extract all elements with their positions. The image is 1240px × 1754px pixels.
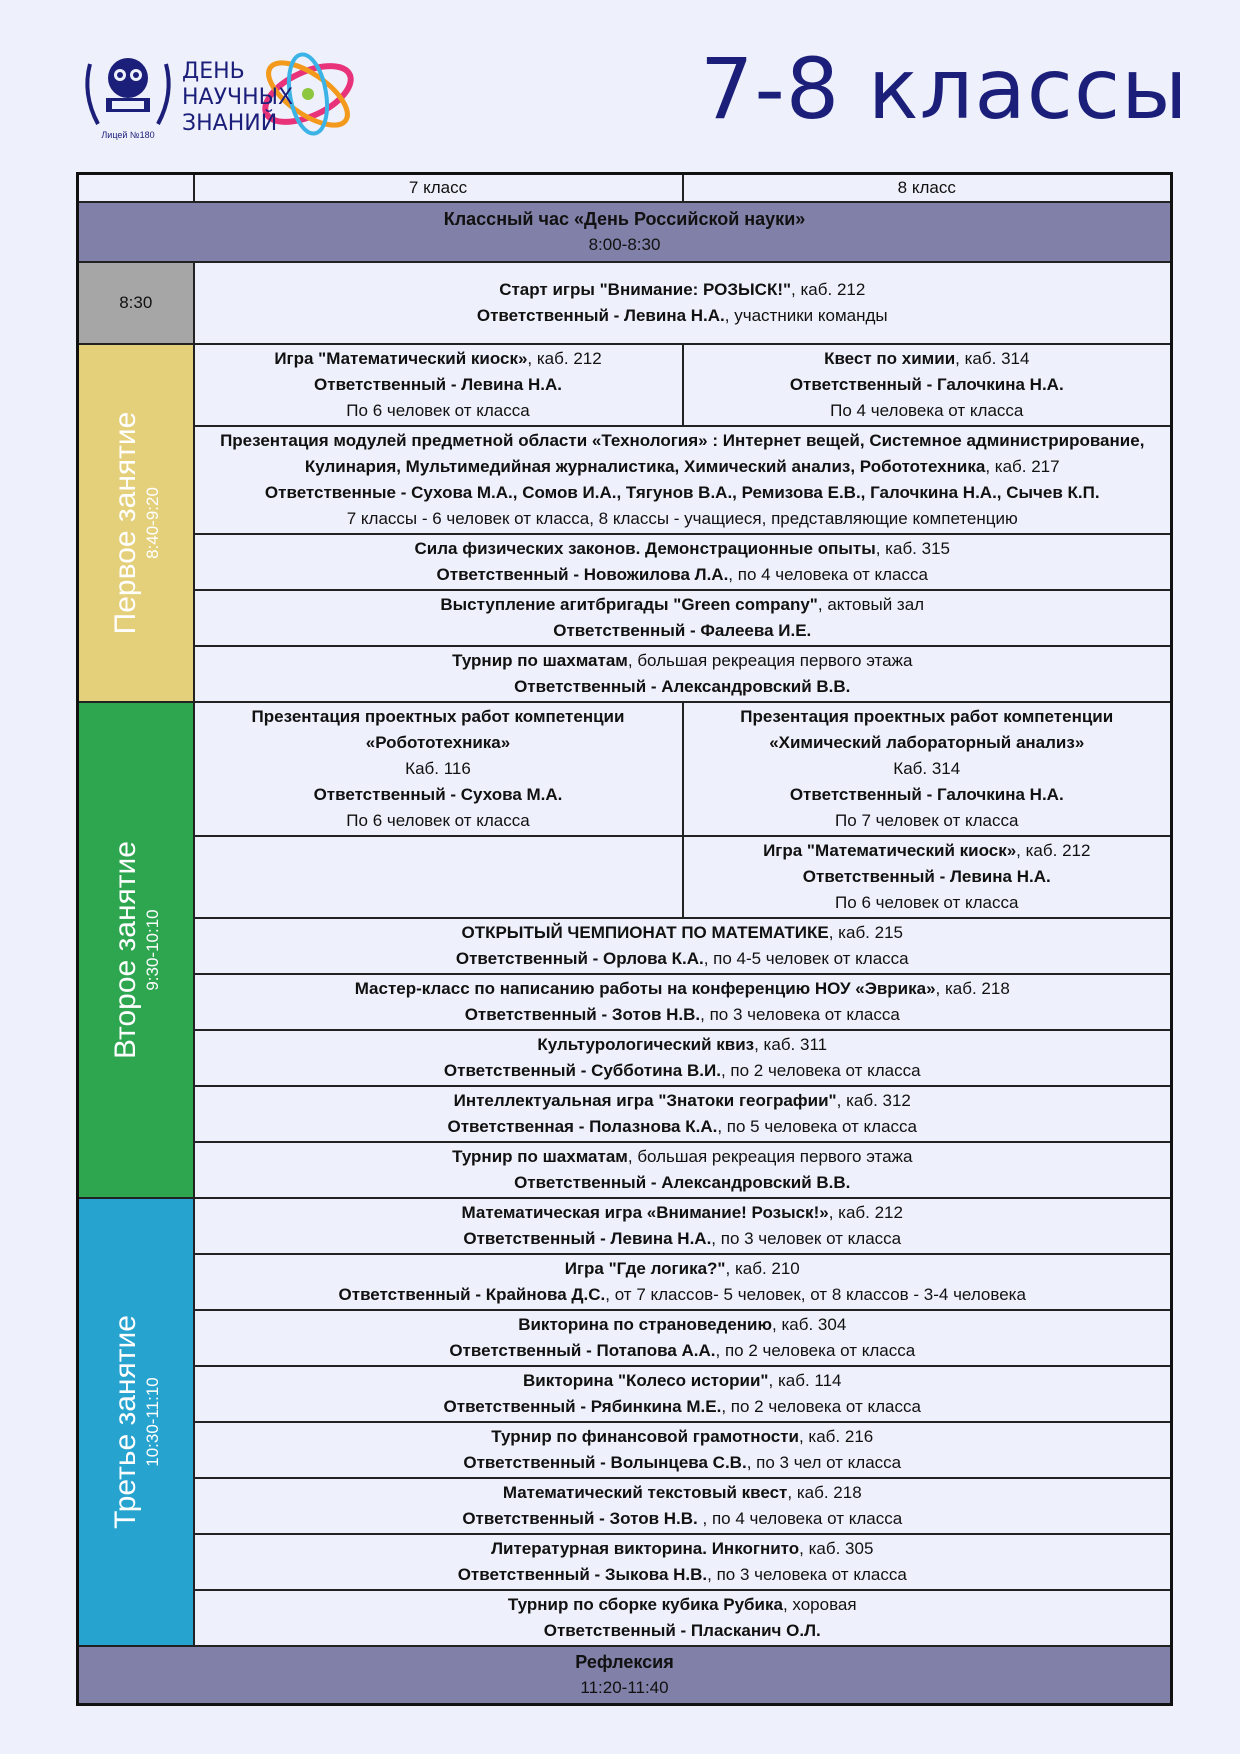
slot1-row5: Турнир по шахматам, большая рекреация первого этажа Ответственный - Александровский В.В.: [78, 646, 1172, 702]
column-header-7: 7 класс: [194, 174, 683, 203]
slot1-label-cell: [78, 344, 194, 702]
opening-title: Классный час «День Российской науки»: [443, 209, 806, 229]
schedule-table: [76, 172, 1173, 1706]
slot3-row7: Литературная викторина. Инкогнито, каб. 305 Ответственный - Зыкова Н.В., по 3 человека от класса: [78, 1534, 1172, 1590]
logo-word-2: НАУЧНЫХ: [182, 85, 294, 110]
start-event: Старт игры "Внимание: РОЗЫСК!": [499, 280, 792, 299]
column-header-row: [78, 174, 1172, 203]
slot3-row4: Викторина "Колесо истории", каб. 114 Ответственный - Рябинкина М.Е., по 2 человека от класса: [78, 1366, 1172, 1422]
slot2-row6: Интеллектуальная игра "Знатоки географии", каб. 312 Ответственная - Полазнова К.А., по 5 человека от класса: [78, 1086, 1172, 1142]
slot3-row5: Турнир по финансовой грамотности, каб. 216 Ответственный - Волынцева С.В., по 3 чел от класса: [78, 1422, 1172, 1478]
lyceum-label: Лицей №180: [101, 130, 155, 140]
slot3-row1: Третье занятие 10:30-11:10 Математическая игра «Внимание! Розыск!», каб. 212 Ответственный - Левина Н.А., по 3 человек от класса: [78, 1198, 1172, 1254]
opening-time: 8:00-8:30: [588, 235, 661, 254]
closing-title: Рефлексия: [575, 1652, 674, 1672]
slot2-row4: Мастер-класс по написанию работы на конференцию НОУ «Эврика», каб. 218 Ответственный - Зотов Н.В., по 3 человека от класса: [78, 974, 1172, 1030]
logo-word-3: ЗНАНИЙ: [182, 111, 278, 136]
closing-time: 11:20-11:40: [580, 1678, 669, 1697]
slot3-row2: Игра "Где логика?", каб. 210 Ответственный - Крайнова Д.С., от 7 классов- 5 человек, от 8 классов - 3-4 человека: [78, 1254, 1172, 1310]
logo-word-1: ДЕНЬ: [182, 59, 245, 84]
header-corner-cell: [78, 174, 194, 203]
slot2-cell-8: Презентация проектных работ компетенции «Химический лабораторный анализ» Каб. 314 Ответственный - Галочкина Н.А. По 7 человек от класса: [683, 702, 1172, 836]
page-title: 7-8 классы: [700, 40, 1189, 138]
slot1-row3: Сила физических законов. Демонстрационные опыты, каб. 315 Ответственный - Новожилова Л.А., по 4 человека от класса: [78, 534, 1172, 590]
slot3-row6: Математический текстовый квест, каб. 218 Ответственный - Зотов Н.В. , по 4 человека от класса: [78, 1478, 1172, 1534]
slot2-cell-7: Презентация проектных работ компетенции «Робототехника» Каб. 116 Ответственный - Сухова М.А. По 6 человек от класса: [194, 702, 683, 836]
column-header-8: 8 класс: [683, 174, 1172, 203]
slot2-row2: [78, 836, 1172, 918]
slot2-row3: ОТКРЫТЫЙ ЧЕМПИОНАТ ПО МАТЕМАТИКЕ, каб. 215 Ответственный - Орлова К.А., по 4-5 человек от класса: [78, 918, 1172, 974]
slot2-label-cell: [78, 702, 194, 1198]
slot1-cell-8: Квест по химии, каб. 314 Ответственный - Галочкина Н.А. По 4 человека от класса: [683, 344, 1172, 426]
slot1-time: 8:40-9:20: [142, 487, 162, 559]
slot3-label-cell: [78, 1198, 194, 1646]
slot1-name: Первое занятие: [108, 411, 142, 635]
start-row: 8:30 Старт игры "Внимание: РОЗЫСК!", каб. 212 Ответственный - Левина Н.А., участники команды: [78, 262, 1172, 344]
slot3-row8: Турнир по сборке кубика Рубика, хоровая Ответственный - Пласканич О.Л.: [78, 1590, 1172, 1646]
slot3-row3: Викторина по страноведению, каб. 304 Ответственный - Потапова А.А., по 2 человека от класса: [78, 1310, 1172, 1366]
lyceum-emblem-icon: [87, 58, 168, 124]
start-responsible: Ответственный - Левина Н.А.: [476, 306, 725, 325]
slot2-time: 9:30-10:10: [142, 909, 162, 991]
closing-band-row: [78, 1646, 1172, 1705]
opening-band-row: [78, 202, 1172, 262]
slot2-row2-cell-8: Игра "Математический киоск», каб. 212 Ответственный - Левина Н.А. По 6 человек от класса: [683, 836, 1172, 918]
slot3-name: Третье занятие: [108, 1315, 142, 1529]
slot2-row1: [78, 702, 1172, 836]
slot1-cell-7: Игра "Математический киоск», каб. 212 Ответственный - Левина Н.А. По 6 человек от класса: [194, 344, 683, 426]
slot1-row4: Выступление агитбригады "Green company", актовый зал Ответственный - Фалеева И.Е.: [78, 590, 1172, 646]
slot1-row1: [78, 344, 1172, 426]
slot3-time: 10:30-11:10: [142, 1377, 162, 1467]
slot1-row2: Презентация модулей предметной области «Технология» : Интернет вещей, Системное администрирование, Кулинария, Мультимедийная журналистика, Химический анализ, Робототехника, каб. 217 Ответственные - Сухова М.А., Сомов И.А., Тягунов В.А., Ремизова Е.В., Галочкина Н.А., Сычев К.П. 7 классы - 6 человек от класса, 8 классы - учащиеся, представляющие компетенцию: [78, 426, 1172, 534]
start-time-cell: 8:30: [78, 262, 194, 344]
slot2-empty-cell-7: [194, 836, 683, 918]
slot2-name: Второе занятие: [108, 841, 142, 1059]
slot2-row7: Турнир по шахматам, большая рекреация первого этажа Ответственный - Александровский В.В.: [78, 1142, 1172, 1198]
slot2-row5: Культурологический квиз, каб. 311 Ответственный - Субботина В.И., по 2 человека от класса: [78, 1030, 1172, 1086]
event-logo: [78, 44, 378, 144]
